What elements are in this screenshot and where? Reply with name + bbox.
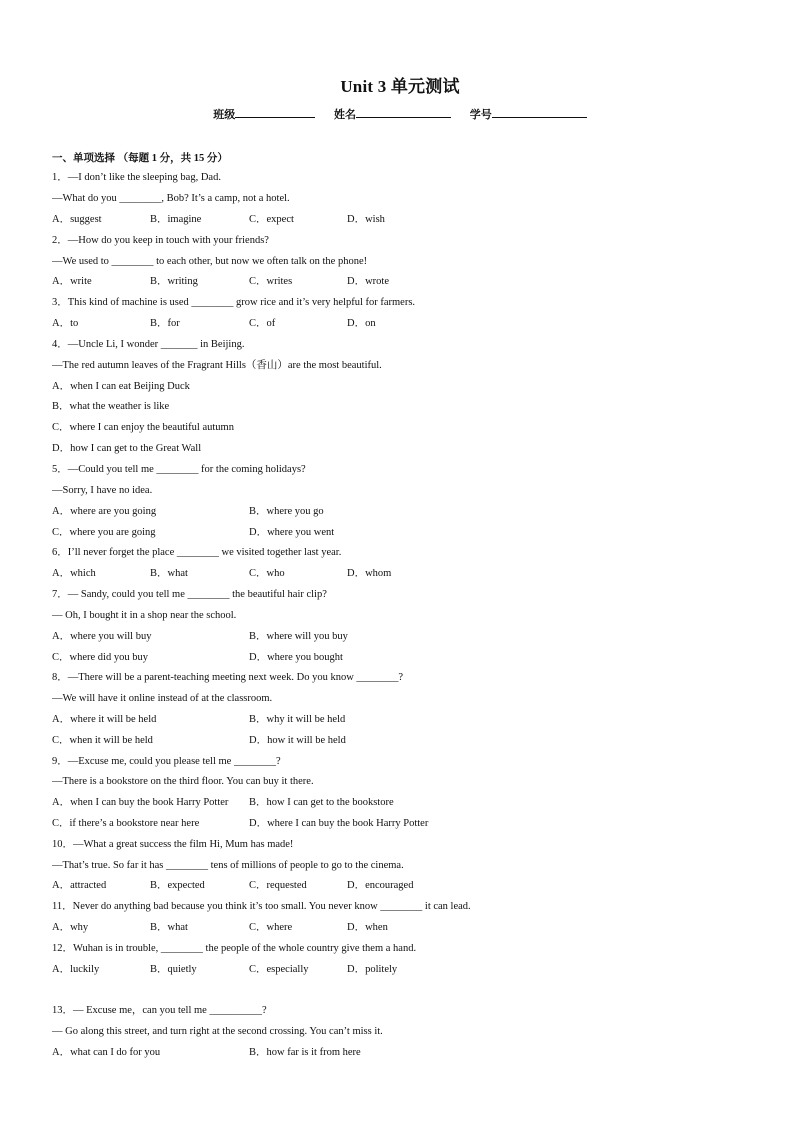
question-2-option-b: B．writing	[150, 276, 198, 287]
question-5-option-a: A．where are you going	[52, 506, 157, 517]
question-10-line-1: 10．—What a great success the film Hi, Mum has made!	[52, 839, 294, 850]
question-6-option-b: B．what	[150, 568, 188, 579]
question-4-option-c: C．where I can enjoy the beautiful autumn	[52, 422, 234, 433]
question-8-option-b: B．why it will be held	[249, 714, 346, 725]
question-5-option-d: D．where you went	[249, 527, 335, 538]
question-7-line-1: 7．— Sandy, could you tell me ________ the beautiful hair clip?	[52, 589, 327, 600]
section-heading: 一、单项选择 （每题 1 分，共 15 分）	[52, 153, 228, 164]
question-13-option-b: B．how far is it from here	[249, 1047, 361, 1058]
class-label: 班级	[213, 109, 236, 121]
question-13-line-2: — Go along this street, and turn right at the second crossing. You can’t miss it.	[52, 1026, 383, 1037]
question-11-line-1: 11．Never do anything bad because you think it’s too small. You never know ________ it can lead.	[52, 901, 471, 912]
question-6-option-c: C．who	[249, 568, 285, 579]
question-6-line-1: 6．I’ll never forget the place ________ we visited together last year.	[52, 547, 342, 558]
question-1-line-2: —What do you ________, Bob? It’s a camp, not a hotel.	[52, 193, 290, 204]
page-title: Unit 3 单元测试	[340, 77, 460, 96]
question-12-line-1: 12．Wuhan is in trouble, ________ the people of the whole country give them a hand.	[52, 943, 417, 954]
question-4-line-2: —The red autumn leaves of the Fragrant Hills（香山）are the most beautiful.	[52, 360, 382, 371]
question-3-line-1: 3．This kind of machine is used ________ grow rice and it’s very helpful for farmers.	[52, 297, 416, 308]
question-6-option-d: D．whom	[347, 568, 392, 579]
question-1-line-1: 1．—I don’t like the sleeping bag, Dad.	[52, 172, 221, 183]
question-8-option-d: D．how it will be held	[249, 735, 346, 746]
question-6-option-a: A．which	[52, 568, 96, 579]
question-11-option-b: B．what	[150, 922, 188, 933]
question-10-option-a: A．attracted	[52, 880, 107, 891]
question-3-option-a: A．to	[52, 318, 79, 329]
question-10-option-b: B．expected	[150, 880, 205, 891]
question-2-option-c: C．writes	[249, 276, 293, 287]
student-info-row	[0, 106, 800, 122]
question-11-option-d: D．when	[347, 922, 388, 933]
question-1-option-a: A．suggest	[52, 214, 102, 225]
question-11-option-c: C．where	[249, 922, 293, 933]
question-2-line-1: 2．—How do you keep in touch with your friends?	[52, 235, 269, 246]
id-blank	[492, 107, 587, 118]
question-5-line-2: —Sorry, I have no idea.	[52, 485, 153, 496]
question-4-line-1: 4．—Uncle Li, I wonder _______ in Beijing.	[52, 339, 245, 350]
question-1-option-b: B．imagine	[150, 214, 202, 225]
question-2-option-d: D．wrote	[347, 276, 389, 287]
question-8-option-a: A．where it will be held	[52, 714, 157, 725]
question-1-option-d: D．wish	[347, 214, 385, 225]
question-10-option-c: C．requested	[249, 880, 307, 891]
question-9-option-b: B．how I can get to the bookstore	[249, 797, 394, 808]
question-11-option-a: A．why	[52, 922, 89, 933]
question-5-line-1: 5．—Could you tell me ________ for the coming holidays?	[52, 464, 306, 475]
question-4-option-d: D．how I can get to the Great Wall	[52, 443, 202, 454]
question-12-option-a: A．luckily	[52, 964, 100, 975]
question-7-option-c: C．where did you buy	[52, 652, 148, 663]
name-label: 姓名	[334, 109, 356, 121]
question-4-option-b: B．what the weather is like	[52, 401, 170, 412]
question-3-option-b: B．for	[150, 318, 180, 329]
question-10-option-d: D．encouraged	[347, 880, 414, 891]
question-9-option-a: A．when I can buy the book Harry Potter	[52, 797, 229, 808]
question-7-option-b: B．where will you buy	[249, 631, 348, 642]
question-12-option-d: D．politely	[347, 964, 398, 975]
question-2-option-a: A．write	[52, 276, 92, 287]
class-blank	[235, 107, 315, 118]
question-9-option-d: D．where I can buy the book Harry Potter	[249, 818, 429, 829]
question-10-line-2: —That’s true. So far it has ________ tens of millions of people to go to the cinema.	[52, 860, 404, 871]
question-13-option-a: A．what can I do for you	[52, 1047, 161, 1058]
question-8-line-1: 8．—There will be a parent-teaching meeting next week. Do you know ________?	[52, 672, 404, 683]
question-12-option-b: B．quietly	[150, 964, 197, 975]
question-8-option-c: C．when it will be held	[52, 735, 153, 746]
question-9-line-2: —There is a bookstore on the third floor. You can buy it there.	[52, 776, 314, 787]
question-8-line-2: —We will have it online instead of at the classroom.	[52, 693, 273, 704]
question-7-option-d: D．where you bought	[249, 652, 343, 663]
question-4-option-a: A．when I can eat Beijing Duck	[52, 381, 190, 392]
question-7-line-2: — Oh, I bought it in a shop near the school.	[52, 610, 237, 621]
id-label: 学号	[469, 109, 492, 121]
question-12-option-c: C．especially	[249, 964, 309, 975]
question-7-option-a: A．where you will buy	[52, 631, 152, 642]
question-13-line-1: 13．— Excuse me，can you tell me __________?	[52, 1005, 267, 1016]
class-field	[213, 106, 315, 122]
question-9-option-c: C．if there’s a bookstore near here	[52, 818, 200, 829]
question-9-line-1: 9．—Excuse me, could you please tell me ________?	[52, 756, 281, 767]
question-5-option-c: C．where you are going	[52, 527, 156, 538]
name-field	[334, 106, 451, 122]
question-2-line-2: —We used to ________ to each other, but now we often talk on the phone!	[52, 256, 368, 267]
question-3-option-d: D．on	[347, 318, 376, 329]
id-field	[470, 106, 587, 122]
question-3-option-c: C．of	[249, 318, 276, 329]
question-5-option-b: B．where you go	[249, 506, 324, 517]
question-1-option-c: C．expect	[249, 214, 294, 225]
name-blank	[356, 107, 451, 118]
